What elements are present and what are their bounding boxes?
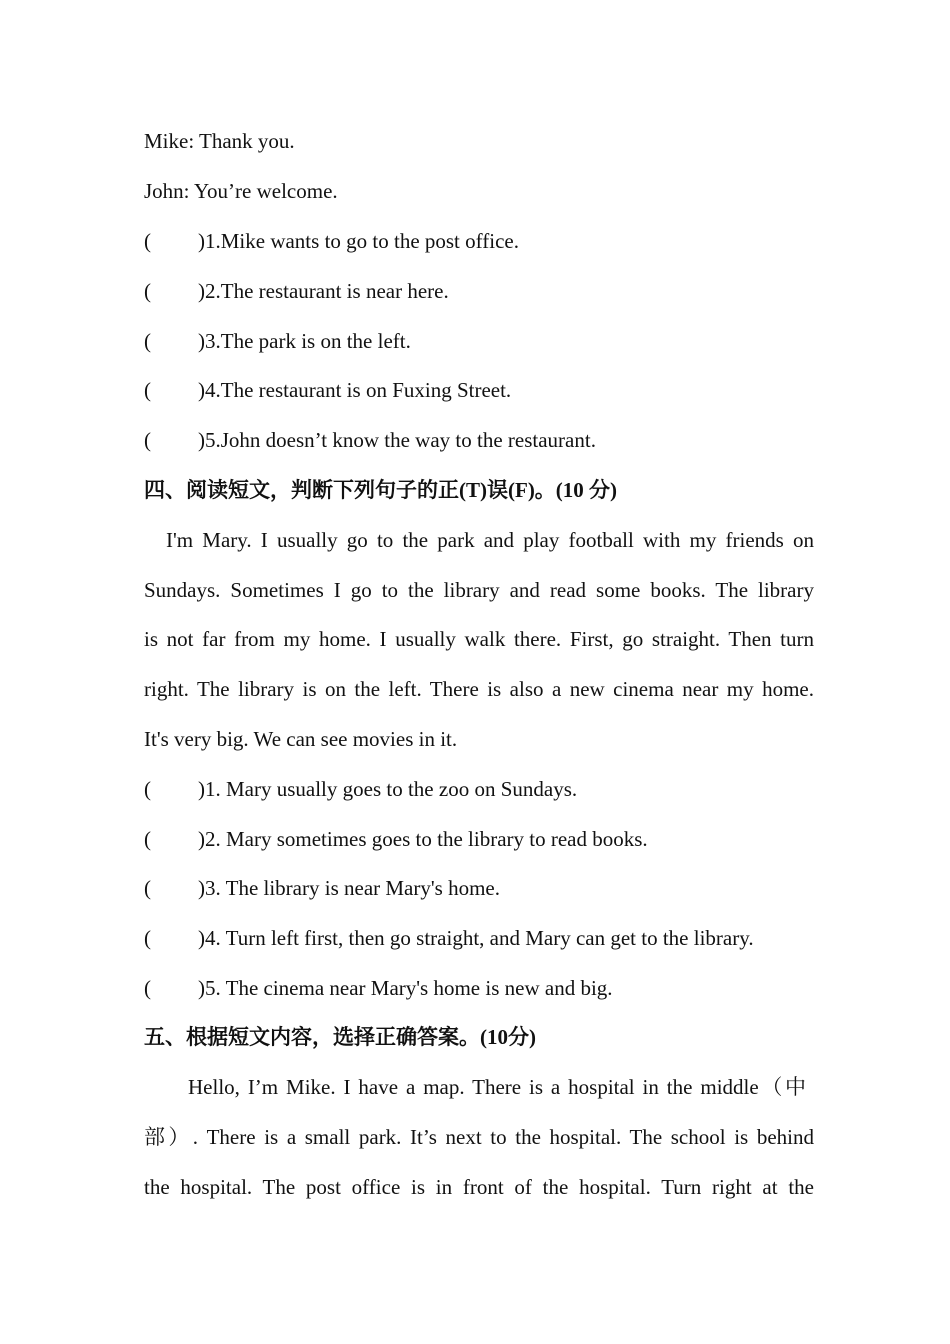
- dialogue-line-mike: Mike: Thank you.: [144, 129, 295, 153]
- question-item: [144, 923, 814, 953]
- section-4-heading: 四、阅读短文，判断下列句子的正(T)误(F)。(10 分): [144, 478, 618, 502]
- answer-paren: (: [144, 976, 151, 1000]
- question-text: )5. The cinema near Mary's home is new and big.: [198, 976, 613, 1000]
- passage-line: I'm Mary. I usually go to the park and play football with my friends on: [166, 528, 814, 552]
- dialogue-line-john: John: You’re welcome.: [144, 179, 338, 203]
- answer-paren: (: [144, 876, 151, 900]
- passage-line: the hospital. The post office is in front of the hospital. Turn right at the: [144, 1175, 814, 1199]
- answer-paren: (: [144, 777, 151, 801]
- question-text: )3.The park is on the left.: [198, 329, 411, 353]
- question-item: [144, 425, 814, 455]
- answer-paren: (: [144, 378, 151, 402]
- question-item: [144, 226, 814, 256]
- answer-paren: (: [144, 926, 151, 950]
- passage-line: Hello, I’m Mike. I have a map. There is a hospital in the middle（中: [188, 1075, 806, 1099]
- section-5-heading: 五、根据短文内容，选择正确答案。(10分): [144, 1025, 536, 1049]
- passage-line: 部）. There is a small park. It’s next to the hospital. The school is behind: [144, 1125, 814, 1149]
- question-item: [144, 375, 814, 405]
- question-text: )1. Mary usually goes to the zoo on Sundays.: [198, 777, 578, 801]
- answer-paren: (: [144, 279, 151, 303]
- question-item: [144, 973, 814, 1003]
- question-text: )5.John doesn’t know the way to the restaurant.: [198, 428, 596, 452]
- answer-paren: (: [144, 428, 151, 452]
- question-text: )2. Mary sometimes goes to the library to read books.: [198, 827, 648, 851]
- question-item: [144, 824, 814, 854]
- question-text: )4.The restaurant is on Fuxing Street.: [198, 378, 512, 402]
- question-text: )2.The restaurant is near here.: [198, 279, 449, 303]
- answer-paren: (: [144, 229, 151, 253]
- question-item: [144, 873, 814, 903]
- passage-line: right. The library is on the left. There is also a new cinema near my home.: [144, 677, 814, 701]
- question-text: )3. The library is near Mary's home.: [198, 876, 500, 900]
- passage-line: It's very big. We can see movies in it.: [144, 727, 458, 751]
- question-item: [144, 774, 814, 804]
- question-text: )4. Turn left first, then go straight, and Mary can get to the library.: [198, 926, 754, 950]
- question-text: )1.Mike wants to go to the post office.: [198, 229, 519, 253]
- question-item: [144, 326, 814, 356]
- answer-paren: (: [144, 827, 151, 851]
- answer-paren: (: [144, 329, 151, 353]
- question-item: [144, 276, 814, 306]
- passage-line: Sundays. Sometimes I go to the library and read some books. The library: [144, 578, 814, 602]
- passage-line: is not far from my home. I usually walk there. First, go straight. Then turn: [144, 627, 814, 651]
